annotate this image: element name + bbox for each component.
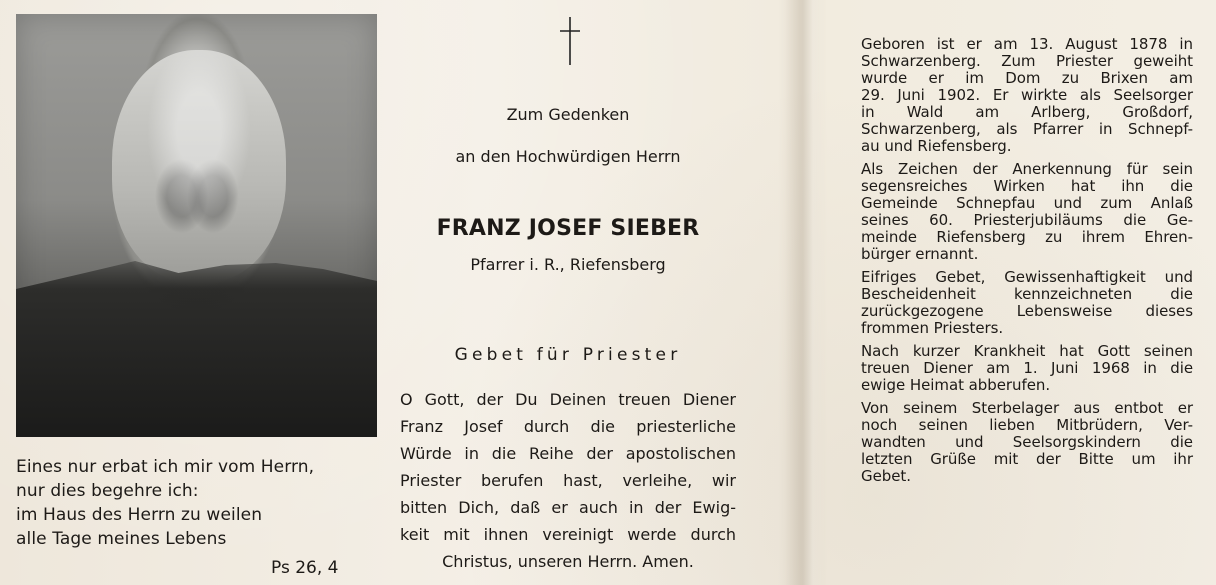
- biography-line: noch seinen lieben Mitbrüdern, Ver-: [861, 416, 1193, 434]
- biography-paragraph-1: [861, 36, 1193, 155]
- portrait-photo: [16, 14, 377, 437]
- memorial-heading-line-2: an den Hochwürdigen Herrn: [455, 147, 681, 166]
- memorial-heading-line-1: Zum Gedenken: [506, 105, 630, 124]
- biography-line: 29. Juni 1902. Er wirkte als Seelsorger: [861, 86, 1193, 104]
- biography-paragraph-5: [861, 400, 1193, 485]
- verse-line-2: nur dies begehre ich:: [16, 481, 199, 501]
- biography-line: wurde er im Dom zu Brixen am: [861, 69, 1193, 87]
- biography-line: Gemeinde Schnepfau und zum Anlaß: [861, 194, 1193, 212]
- prayer-line-2: Franz Josef durch die priesterliche: [400, 417, 736, 436]
- cross-icon: [559, 17, 581, 65]
- deceased-name: FRANZ JOSEF SIEBER: [436, 216, 700, 241]
- biography-line: zurückgezogene Lebensweise dieses: [861, 302, 1193, 320]
- verse-line-1: Eines nur erbat ich mir vom Herrn,: [16, 457, 315, 477]
- biography-line: au und Riefensberg.: [861, 137, 1012, 155]
- biography-line: Eifriges Gebet, Gewissenhaftigkeit und: [861, 268, 1193, 286]
- biography-line: ewige Heimat abberufen.: [861, 376, 1051, 394]
- biography-line: Schwarzenberg, als Pfarrer in Schnepf-: [861, 120, 1193, 138]
- biography-line: frommen Priesters.: [861, 319, 1004, 337]
- prayer-line-4: Priester berufen hast, verleihe, wir: [400, 471, 736, 490]
- biography-line: seines 60. Priesterjubiläums die Ge-: [861, 211, 1193, 229]
- prayer-line-5: bitten Dich, daß er auch in der Ewig-: [400, 498, 736, 517]
- biography-line: letzten Grüße mit der Bitte um ihr: [861, 450, 1193, 468]
- prayer-line-6: keit mit ihnen vereinigt werde durch: [400, 525, 736, 544]
- prayer-line-7: Christus, unseren Herrn. Amen.: [442, 552, 694, 571]
- prayer-line-3: Würde in die Reihe der apostolischen: [400, 444, 736, 463]
- biography-line: treuen Diener am 1. Juni 1968 in die: [861, 359, 1193, 377]
- biography-line: Als Zeichen der Anerkennung für sein: [861, 160, 1193, 178]
- biography-line: Nach kurzer Krankheit hat Gott seinen: [861, 342, 1193, 360]
- biography-line: in Wald am Arlberg, Großdorf,: [861, 103, 1193, 121]
- biography-line: segensreiches Wirken hat ihn die: [861, 177, 1193, 195]
- biography-line: Bescheidenheit kennzeichneten die: [861, 285, 1193, 303]
- biography-paragraph-2: [861, 161, 1193, 263]
- biography: [861, 36, 1193, 491]
- biography-line: Gebet.: [861, 467, 911, 485]
- biography-paragraph-3: [861, 269, 1193, 337]
- paper-fold-shadow: [785, 0, 825, 585]
- biography-line: meinde Riefensberg zu ihrem Ehren-: [861, 228, 1193, 246]
- prayer-heading: Gebet für Priester: [454, 345, 682, 365]
- biography-paragraph-4: [861, 343, 1193, 394]
- scripture-verse: [16, 455, 376, 551]
- verse-line-3: im Haus des Herrn zu weilen: [16, 505, 263, 525]
- biography-line: Schwarzenberg. Zum Priester geweiht: [861, 52, 1193, 70]
- verse-line-4: alle Tage meines Lebens: [16, 529, 227, 549]
- psalm-citation: Ps 26, 4: [271, 558, 339, 578]
- biography-line: Geboren ist er am 13. August 1878 in: [861, 35, 1193, 53]
- prayer-text: [400, 386, 736, 575]
- prayer-line-1: O Gott, der Du Deinen treuen Diener: [400, 390, 736, 409]
- biography-line: Von seinem Sterbelager aus entbot er: [861, 399, 1193, 417]
- biography-line: wandten und Seelsorgskindern die: [861, 433, 1193, 451]
- deceased-title: Pfarrer i. R., Riefensberg: [470, 255, 666, 274]
- biography-line: bürger ernannt.: [861, 245, 979, 263]
